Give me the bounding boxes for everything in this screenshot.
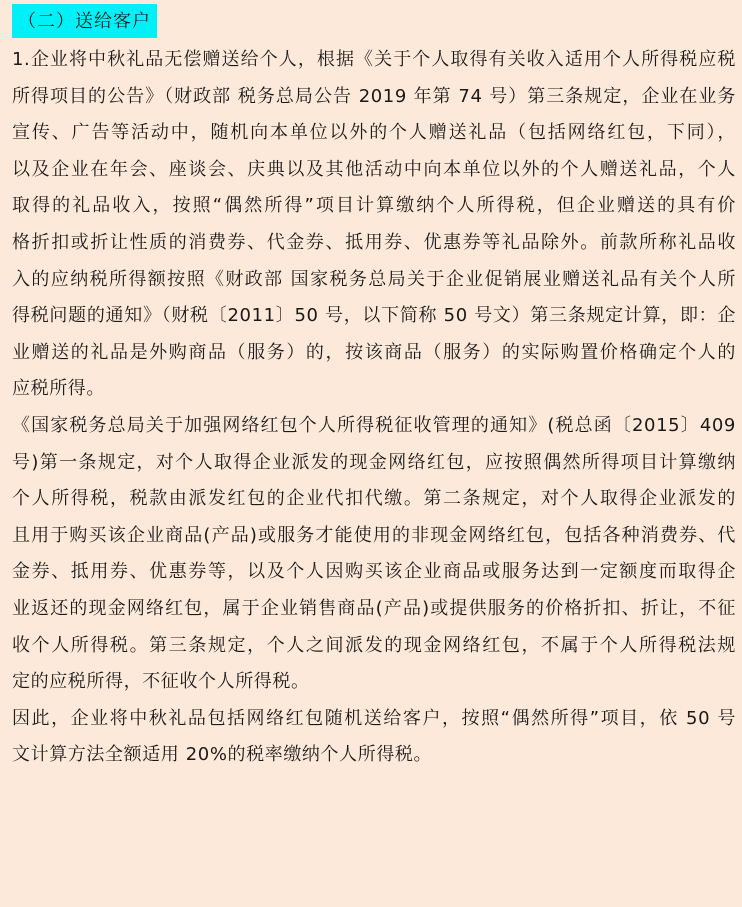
text-line: 文计算方法全额适用 20%的税率缴纳个人所得税。 [12, 744, 433, 766]
text-line: 所得项目的公告》（财政部 税务总局公告 2019 年第 74 号）第三条规定，企业在业务 [12, 85, 736, 107]
text-line: 取得的礼品收入，按照“偶然所得”项目计算缴纳个人所得税，但企业赠送的具有价 [12, 195, 736, 217]
text-line: 得税问题的通知》（财税〔2011〕50 号，以下简称 50 号文）第三条规定计算，即：企 [12, 305, 736, 327]
text-line: 金券、抵用券、优惠券等，以及个人因购买该企业商品或服务达到一定额度而取得企 [12, 561, 736, 583]
text-line: 以及企业在年会、座谈会、庆典以及其他活动中向本单位以外的个人赠送礼品，个人 [12, 158, 736, 180]
text-line: 业返还的现金网络红包，属于企业销售商品(产品)或提供服务的价格折扣、折让，不征 [12, 597, 736, 619]
text-line: 格折扣或折让性质的消费券、代金券、抵用券、优惠券等礼品除外。前款所称礼品收 [12, 231, 736, 253]
text-line: 宣传、广告等活动中，随机向本单位以外的个人赠送礼品（包括网络红包，下同）， [12, 122, 736, 144]
text-line: 《国家税务总局关于加强网络红包个人所得税征收管理的通知》(税总函〔2015〕409 [12, 414, 736, 436]
text-line: 且用于购买该企业商品(产品)或服务才能使用的非现金网络红包，包括各种消费券、代 [12, 524, 736, 546]
paragraph-gift-policy [12, 42, 736, 408]
text-line: 号)第一条规定，对个人取得企业派发的现金网络红包，应按照偶然所得项目计算缴纳 [12, 451, 736, 473]
text-line: 收个人所得税。第三条规定，个人之间派发的现金网络红包，不属于个人所得税法规 [12, 634, 736, 656]
text-line: 1.企业将中秋礼品无偿赠送给个人，根据《关于个人取得有关收入适用个人所得税应税 [12, 49, 736, 70]
text-line: 定的应税所得，不征收个人所得税。 [12, 671, 310, 693]
text-line: 个人所得税，税款由派发红包的企业代扣代缴。第二条规定，对个人取得企业派发的 [12, 488, 736, 510]
text-line: 应税所得。 [12, 378, 105, 400]
text-line: 因此，企业将中秋礼品包括网络红包随机送给客户，按照“偶然所得”项目，依 50 号 [12, 707, 736, 729]
paragraph-red-packet-policy [12, 408, 736, 701]
text-line: 入的应纳税所得额按照《财政部 国家税务总局关于企业促销展业赠送礼品有关个人所 [12, 268, 736, 290]
section-heading: （二）送给客户 [12, 4, 157, 38]
paragraph-conclusion [12, 701, 736, 774]
text-line: 业赠送的礼品是外购商品（服务）的，按该商品（服务）的实际购置价格确定个人的 [12, 341, 736, 363]
